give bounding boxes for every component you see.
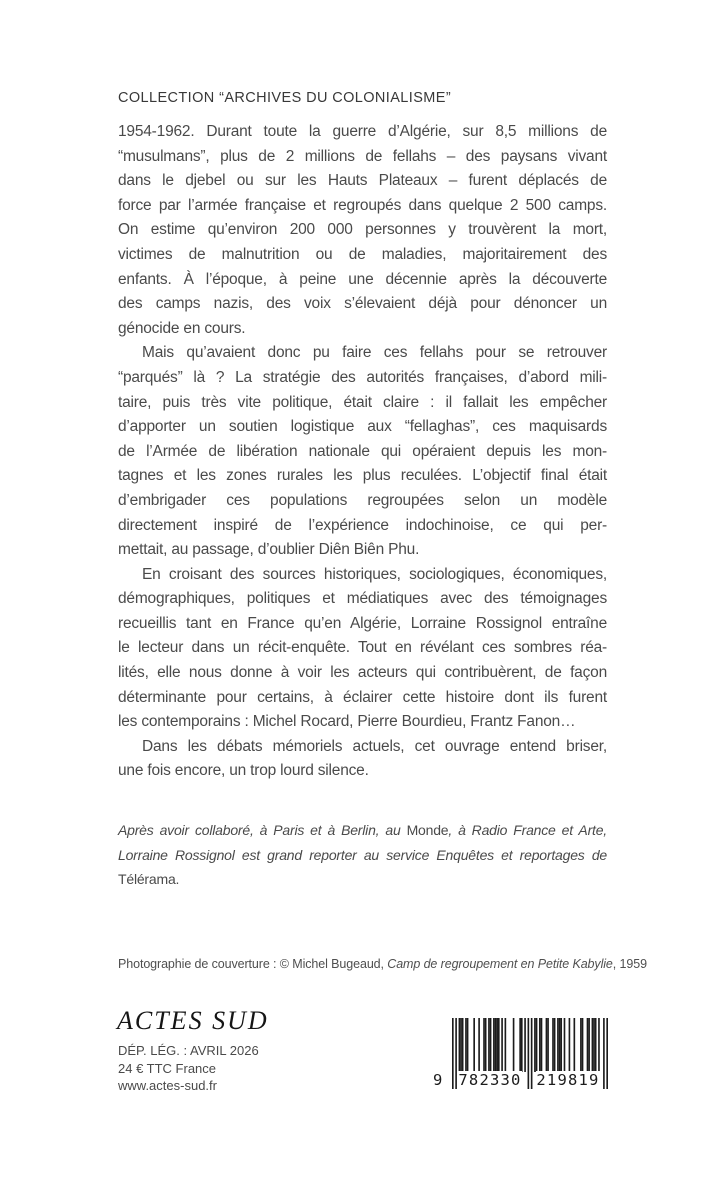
regular-text: Monde <box>406 822 449 838</box>
regular-text: , 1959 <box>612 957 647 971</box>
synopsis-line: des camps nazis, des voix s’élevaient déjà pour dénoncer un <box>118 295 607 313</box>
synopsis-line: enfants. À l’époque, à peine une décennie après la découverte <box>118 270 607 288</box>
synopsis-line: dans le djebel ou sur les Hauts Plateaux – furent déplacés de <box>118 172 607 190</box>
synopsis-line: déterminante pour certains, à éclairer cette histoire dont ils furent <box>118 688 607 706</box>
deposit-legal-text: DÉP. LÉG. : AVRIL 2026 <box>118 1043 259 1058</box>
italic-text: Camp de regroupement en Petite Kabylie <box>387 957 613 971</box>
synopsis-line: d’embrigader ces populations regroupées selon un modèle <box>118 491 607 509</box>
barcode-digits-right: 219819 <box>536 1071 600 1089</box>
synopsis-line: En croisant des sources historiques, sociologiques, économiques, <box>142 565 607 583</box>
publisher-info <box>118 1042 259 1095</box>
publisher-website: www.actes-sud.fr <box>118 1078 217 1094</box>
italic-text: Après avoir collaboré, à Paris et à Berlin, au <box>118 822 407 838</box>
synopsis-line: Mais qu’avaient donc pu faire ces fellahs pour se retrouver <box>142 344 607 362</box>
barcode-digits-left: 782330 <box>458 1071 522 1089</box>
italic-text: Lorraine Rossignol est grand reporter au service Enquêtes et reportages de <box>118 846 607 863</box>
publisher-logo: ACTES SUD <box>117 1006 269 1035</box>
synopsis-line: génocide en cours. <box>118 319 246 337</box>
synopsis-line: mettait, au passage, d’oublier Diên Biên Phu. <box>118 541 420 559</box>
synopsis-line: de l’Armée de libération nationale qui opéraient depuis les mon- <box>118 442 607 460</box>
author-bio-line <box>118 818 607 843</box>
synopsis-line: “parqués” là ? La stratégie des autorités françaises, d’abord mili- <box>118 368 607 386</box>
synopsis-line: lités, elle nous donne à voir les acteurs qui contribuèrent, de façon <box>118 664 607 682</box>
synopsis-line: directement inspiré de l’expérience indochinoise, ce qui per- <box>118 516 607 534</box>
cover-photo-credit <box>118 957 647 971</box>
synopsis-line: une fois encore, un trop lourd silence. <box>118 762 369 780</box>
synopsis-line: victimes de malnutrition ou de maladies, majoritairement des <box>118 245 607 263</box>
synopsis-line: 1954-1962. Durant toute la guerre d’Algérie, sur 8,5 millions de <box>118 123 607 140</box>
synopsis <box>118 120 607 784</box>
price-text: 24 € TTC France <box>118 1060 217 1076</box>
synopsis-line: Dans les débats mémoriels actuels, cet ouvrage entend briser, <box>142 737 607 755</box>
regular-text: Télérama. <box>118 871 180 888</box>
synopsis-line: recueillis tant en France qu’en Algérie, Lorraine Rossignol entraîne <box>118 614 607 632</box>
author-bio-line <box>118 867 607 892</box>
synopsis-line: tagnes et les zones rurales les plus reculées. L’objectif final était <box>118 467 607 485</box>
author-bio-line <box>118 843 607 868</box>
synopsis-line: d’apporter un soutien logistique aux “fellaghas”, ces maquisards <box>118 418 607 436</box>
barcode-digit-first: 9 <box>433 1071 444 1089</box>
collection-heading: COLLECTION “ARCHIVES DU COLONIALISME” <box>118 90 452 106</box>
synopsis-line: “musulmans”, plus de 2 millions de fellahs – des paysans vivant <box>118 147 607 165</box>
synopsis-line: le lecteur dans un récit-enquête. Tout en révélant ces sombres réa- <box>118 639 607 657</box>
synopsis-line: On estime qu’environ 200 000 personnes y trouvèrent la mort, <box>118 221 607 239</box>
regular-text: Photographie de couverture : © Michel Bugeaud, <box>118 957 388 971</box>
italic-text: , à Radio France et Arte, <box>448 822 607 838</box>
synopsis-line: force par l’armée française et regroupés dans quelque 2 500 camps. <box>118 196 607 214</box>
synopsis-line: démographiques, politiques et médiatiques avec des témoignages <box>118 590 607 608</box>
barcode-ean13 <box>433 1018 611 1092</box>
synopsis-line: les contemporains : Michel Rocard, Pierre Bourdieu, Frantz Fanon… <box>118 713 576 731</box>
author-bio <box>118 818 607 892</box>
synopsis-line: taire, puis très vite politique, était claire : il fallait les empêcher <box>118 393 607 411</box>
